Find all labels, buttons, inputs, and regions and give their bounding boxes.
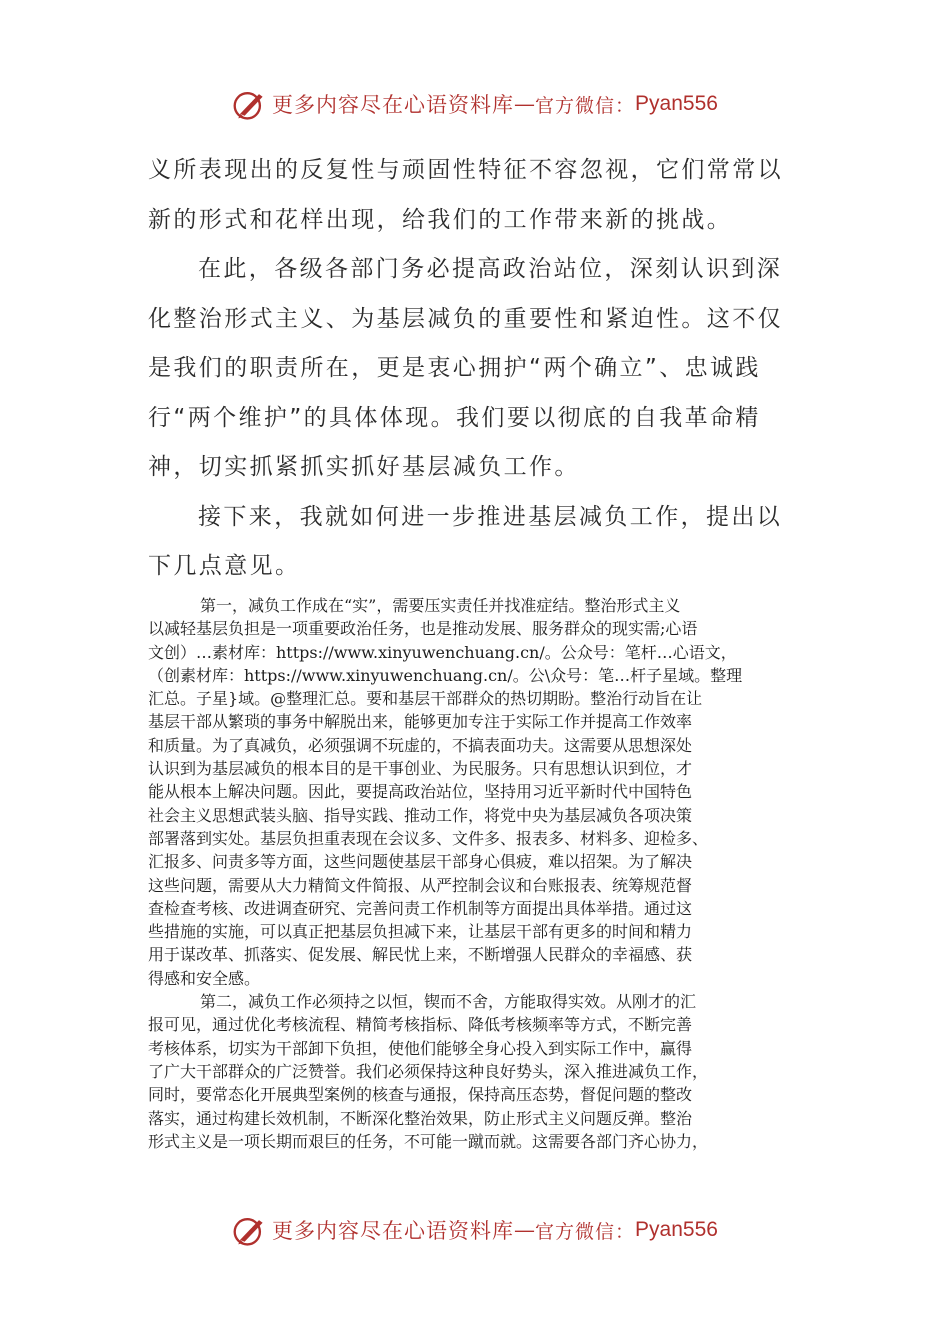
paragraph-first-point [148, 594, 810, 990]
text-line: 是我们的职责所在，更是衷心拥护“两个确立”、忠诚践 [148, 355, 761, 381]
paragraph-opinions-intro [148, 493, 788, 592]
text-line: 汇报多、问责多等方面，这些问题使基层干部身心俱疲，难以招架。为了解决 [148, 852, 693, 872]
footer-banner [0, 1208, 950, 1252]
banner-wechat-id: Pyan556 [635, 1218, 718, 1241]
text-line: 考核体系，切实为干部卸下负担，使他们能够全身心投入到实际工作中，赢得 [148, 1038, 693, 1058]
text-line: 社会主义思想武装头脑、指导实践、推动工作，将党中央为基层减负各项决策 [148, 805, 693, 825]
text-line: 新的形式和花样出现，给我们的工作带来新的挑战。 [148, 206, 733, 233]
banner-dash: — [514, 1218, 536, 1242]
text-line: 文创）…素材库：https://www.xinyuwenchuang.cn/。公众号：笔杆…心语文， [148, 642, 737, 662]
text-line: 查检查考核、改进调查研究、完善问责工作机制等方面提出具体举措。通过这 [148, 898, 693, 918]
text-line: 形式主义是一项长期而艰巨的任务，不可能一蹴而就。这需要各部门齐心协力， [148, 1131, 709, 1151]
header-banner [0, 82, 950, 126]
banner-dash: — [514, 92, 536, 116]
text-line: 能从根本上解决问题。因此，要提高政治站位，坚持用习近平新时代中国特色 [148, 782, 693, 802]
pen-logo-icon [232, 1212, 268, 1248]
paragraph-continuation [148, 146, 788, 245]
text-line: 基层干部从繁琐的事务中解脱出来，能够更加专注于实际工作并提高工作效率 [148, 712, 693, 732]
text-line: 些措施的实施，可以真正把基层负担减下来，让基层干部有更多的时间和精力 [148, 922, 693, 942]
text-line: 接下来，我就如何进一步推进基层减负工作，提出以 [198, 503, 783, 530]
text-line: 第一，减负工作成在“实”，需要压实责任并找准症结。整治形式主义 [200, 596, 681, 615]
text-line: 行“两个维护”的具体体现。我们要以彻底的自我革命精 [148, 404, 761, 431]
text-line: 化整治形式主义、为基层减负的重要性和紧迫性。这不仅 [148, 305, 783, 332]
text-line: 第二，减负工作必须持之以恒，锲而不舍，方能取得实效。从刚才的汇 [200, 992, 697, 1012]
text-line: 义所表现出的反复性与顽固性特征不容忽视，它们常常以 [148, 157, 783, 183]
text-line: 落实，通过构建长效机制，不断深化整治效果，防止形式主义问题反弹。整治 [148, 1108, 693, 1128]
text-line: （创素材库：https://www.xinyuwenchuang.cn/。公\众号：笔…杆子星域。整理 [148, 665, 743, 685]
large-text-section [148, 146, 788, 592]
text-line: 用于谋改革、抓落实、促发展、解民忧上来，不断增强人民群众的幸福感、获 [148, 945, 693, 965]
banner-text: 更多内容尽在心语资料库 [272, 1219, 515, 1243]
text-line: 在此，各级各部门务必提高政治站位，深刻认识到深 [198, 256, 783, 282]
text-line: 认识到为基层减负的根本目的是干事创业、为民服务。只有思想认识到位，才 [148, 759, 693, 779]
banner-wechat-id: Pyan556 [635, 92, 718, 115]
paragraph-political-stance [148, 245, 788, 493]
paragraph-second-point [148, 990, 810, 1153]
text-line: 下几点意见。 [148, 553, 301, 579]
text-line: 汇总。子星}域。@整理汇总。要和基层干部群众的热切期盼。整治行动旨在让 [148, 689, 703, 709]
small-text-section [148, 594, 810, 1153]
banner-wechat-label: 官方微信： [535, 1220, 636, 1243]
text-line: 同时，要常态化开展典型案例的核查与通报，保持高压态势，督促问题的整改 [148, 1085, 693, 1105]
text-line: 报可见，通过优化考核流程、精简考核指标、降低考核频率等方式，不断完善 [148, 1015, 693, 1035]
text-line: 神，切实抓紧抓实抓好基层减负工作。 [148, 454, 580, 480]
text-line: 得感和安全感。 [148, 968, 261, 988]
banner-wechat-label: 官方微信： [535, 94, 636, 117]
text-line: 以减轻基层负担是一项重要政治任务，也是推动发展、服务群众的现实需;心语 [148, 619, 698, 639]
banner-text: 更多内容尽在心语资料库 [272, 93, 515, 117]
text-line: 这些问题，需要从大力精简文件简报、从严控制会议和台账报表、统筹规范督 [148, 875, 693, 895]
text-line: 和质量。为了真减负，必须强调不玩虚的，不搞表面功夫。这需要从思想深处 [148, 735, 693, 755]
text-line: 部署落到实处。基层负担重表现在会议多、文件多、报表多、材料多、迎检多、 [148, 828, 709, 848]
pen-logo-icon [232, 86, 268, 122]
text-line: 了广大干部群众的广泛赞誉。我们必须保持这种良好势头，深入推进减负工作， [148, 1061, 709, 1081]
